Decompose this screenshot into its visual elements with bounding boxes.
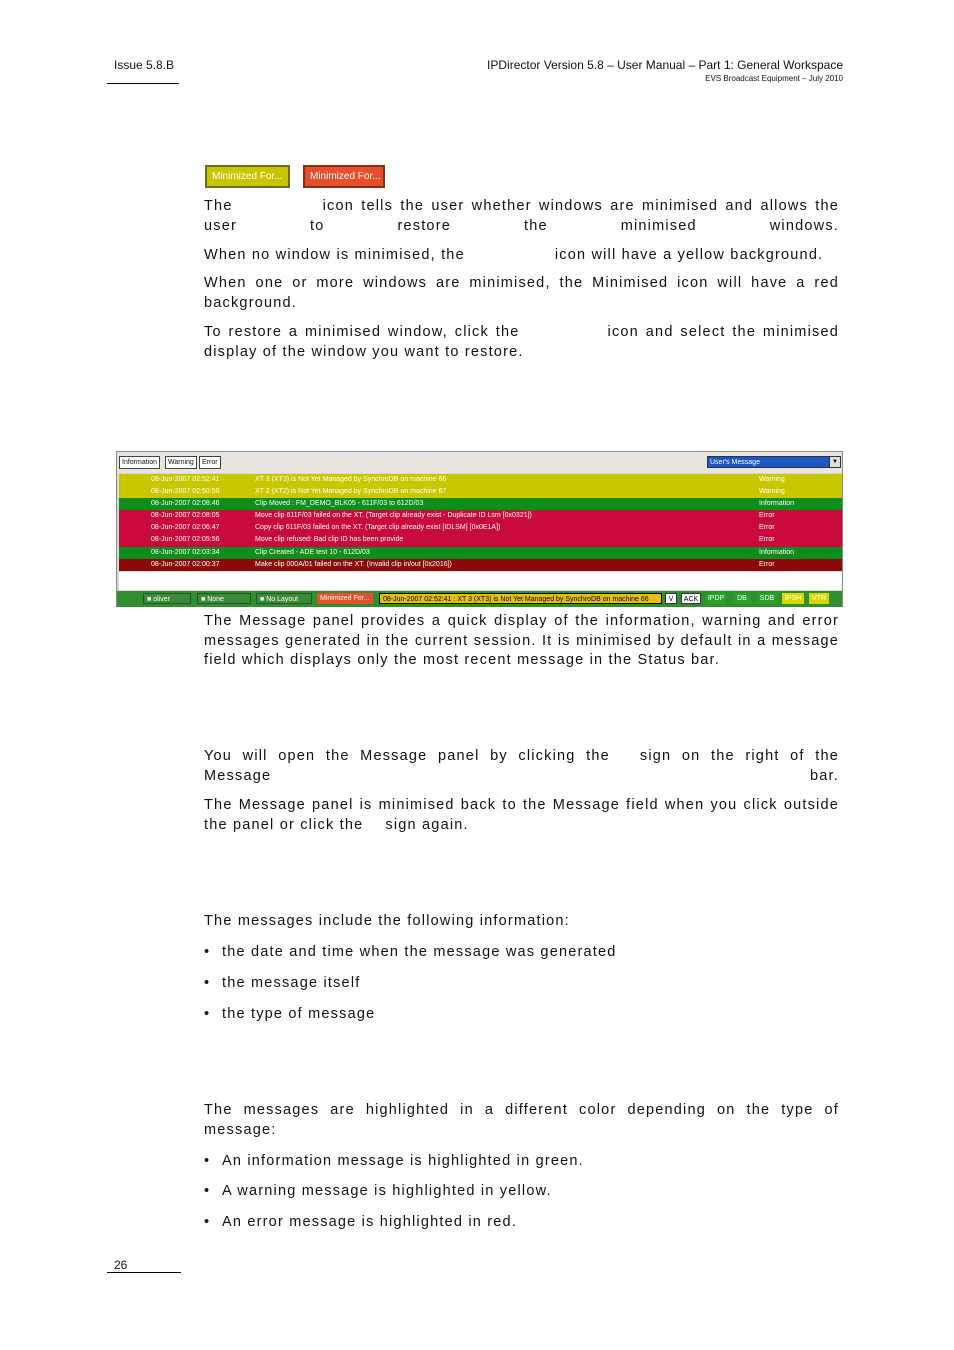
message-text: Move clip refused: Bad clip ID has been provide [255,536,404,544]
status-message-field[interactable]: 08-Jun-2007 02:52:41 : XT 3 (XT3) is Not Yet Managed by SynchroDB on machine 66 [379,593,662,604]
message-list [119,474,842,571]
text-segment: When no window is minimised, the [204,247,465,263]
minimized-button-yellow[interactable]: Minimized For... [205,165,290,188]
message-panel-toolbar [117,452,842,473]
table-row[interactable] [119,486,842,498]
user-message-select-value: User's Message [710,459,760,466]
paragraph-restore [204,323,839,362]
paragraph-minimised-intro [204,197,839,236]
table-row[interactable] [119,559,842,571]
message-date: 08-Jun-2007 02:08:05 [151,512,220,520]
message-type: Warning [759,488,785,496]
message-date: 08-Jun-2007 02:05:56 [151,536,220,544]
text-segment: sign again. [385,816,469,833]
status-none[interactable]: ■ None [197,593,251,604]
list-item: • the type of message [204,1006,376,1022]
message-text: Move clip 611F/03 failed on the XT. (Target clip already exist - Duplicate ID Lsm [0x0321]) [255,512,532,520]
list-item-text: the type of message [222,1006,376,1022]
paragraph-highlight-colors: The messages are highlighted in a different color depending on the type of message: [204,1102,839,1138]
status-layout[interactable]: ■ No Layout [256,593,312,604]
footer-rule [107,1272,181,1273]
message-date: 08-Jun-2007 02:52:41 [151,476,220,483]
message-text: Copy clip 611F/03 failed on the XT. (Target clip already exist [IDLSM] [0x0E1A]) [255,524,501,532]
message-text: XT 3 (XT3) is Not Yet Managed by SynchroDB on machine 66 [255,476,447,483]
message-date: 08-Jun-2007 02:03:34 [151,548,220,556]
document-subtitle: EVS Broadcast Equipment – July 2010 [705,74,843,83]
message-text: Clip Moved : FM_DEMO_BLK05 - 611F/03 to 612D/03 [255,500,424,508]
status-minimized-button[interactable]: Minimized For... [317,593,373,604]
page-number: 26 [114,1258,128,1272]
expand-message-panel-button[interactable]: V [665,593,677,604]
status-none-label: None [207,596,224,603]
header-rule [107,83,179,84]
indicator-vtr[interactable]: VTR [809,593,829,604]
message-list-empty-area [119,572,842,590]
minimized-button-red[interactable]: Minimized For... [303,165,385,188]
paragraph-open-panel [204,747,839,786]
list-item: • A warning message is highlighted in yellow. [204,1183,552,1199]
table-row[interactable] [119,498,842,510]
indicator-sdb[interactable]: SDB [757,593,777,604]
list-item: • the message itself [204,975,361,991]
tab-error[interactable]: Error [199,456,221,469]
message-type: Information [759,500,795,508]
chevron-down-icon[interactable]: ▼ [829,457,840,467]
message-panel-screenshot [116,451,843,607]
text-segment: icon tells the user whether windows are minimised and allows the user to restore the minimised windows. [204,198,839,234]
text-segment: icon will have a yellow background. [554,247,824,263]
text-segment: You will open the Message panel by clicking the [204,748,610,764]
message-text: XT 2 (XT2) is Not Yet Managed by SynchroDB on machine 67 [255,488,447,496]
status-user[interactable]: ■ oliver [143,593,191,604]
status-user-label: oliver [153,596,170,603]
status-bar [117,591,842,607]
text-segment: The Message panel is minimised back to the Message field when you click outside the panel or click the [204,797,839,833]
message-type: Error [759,536,775,544]
table-row[interactable] [119,522,842,534]
message-type: Error [759,524,775,532]
message-type: Error [759,512,775,520]
message-date: 08-Jun-2007 02:00:37 [151,560,220,568]
text-segment: icon and select the minimised display of the window you want to restore. [204,324,839,360]
message-type: Information [759,548,795,556]
tab-warning[interactable]: Warning [165,456,197,469]
document-title: IPDirector Version 5.8 – User Manual – Part 1: General Workspace [487,58,843,72]
text-segment: To restore a minimised window, click the [204,324,520,340]
table-row[interactable] [119,547,842,559]
status-layout-label: No Layout [266,596,299,603]
text-segment: The [204,198,233,214]
message-type: Warning [759,476,785,483]
list-item-text: An information message is highlighted in green. [222,1153,584,1169]
text-segment: sign on the right of the Message bar. [204,748,839,784]
message-date: 08-Jun-2007 02:08:46 [151,500,220,508]
user-message-select[interactable] [707,456,841,468]
indicator-db[interactable]: DB [733,593,751,604]
paragraph-messages-include: The messages include the following information: [204,913,570,929]
list-item-text: the date and time when the message was generated [222,944,617,960]
list-item-text: the message itself [222,975,361,991]
message-date: 08-Jun-2007 02:06:47 [151,524,220,532]
list-item: • the date and time when the message was generated [204,944,617,960]
paragraph-close-panel [204,796,839,835]
ack-button[interactable]: ACK [681,593,701,604]
indicator-ipsh[interactable]: IPSH [782,593,804,604]
paragraph-message-panel-intro: The Message panel provides a quick display of the information, warning and error messages generated in the current session. It is minimised by default in a message field which displays only the most recent message in the Status bar. [204,613,839,668]
message-date: 08-Jun-2007 02:50:50 [151,488,220,496]
message-text: Make clip 000A/01 failed on the XT. (Invalid clip in/out [0x2016]) [255,560,452,568]
issue-label: Issue 5.8.B [114,58,175,72]
table-row[interactable] [119,510,842,522]
message-type: Error [759,560,775,568]
tab-information[interactable]: Information [119,456,160,469]
message-text: Clip Created - ADE test 10 - 612D/03 [255,548,370,556]
table-row[interactable] [119,534,842,546]
list-item: • An information message is highlighted in green. [204,1153,584,1169]
indicator-ipdp[interactable]: IPDP [707,595,725,602]
list-item-text: A warning message is highlighted in yellow. [222,1183,552,1199]
table-row[interactable] [119,474,842,486]
list-item-text: An error message is highlighted in red. [222,1214,518,1230]
list-item: • An error message is highlighted in red. [204,1214,518,1230]
paragraph-yellow-background [204,246,839,266]
paragraph-red-background: When one or more windows are minimised, the Minimised icon will have a red background. [204,275,839,311]
